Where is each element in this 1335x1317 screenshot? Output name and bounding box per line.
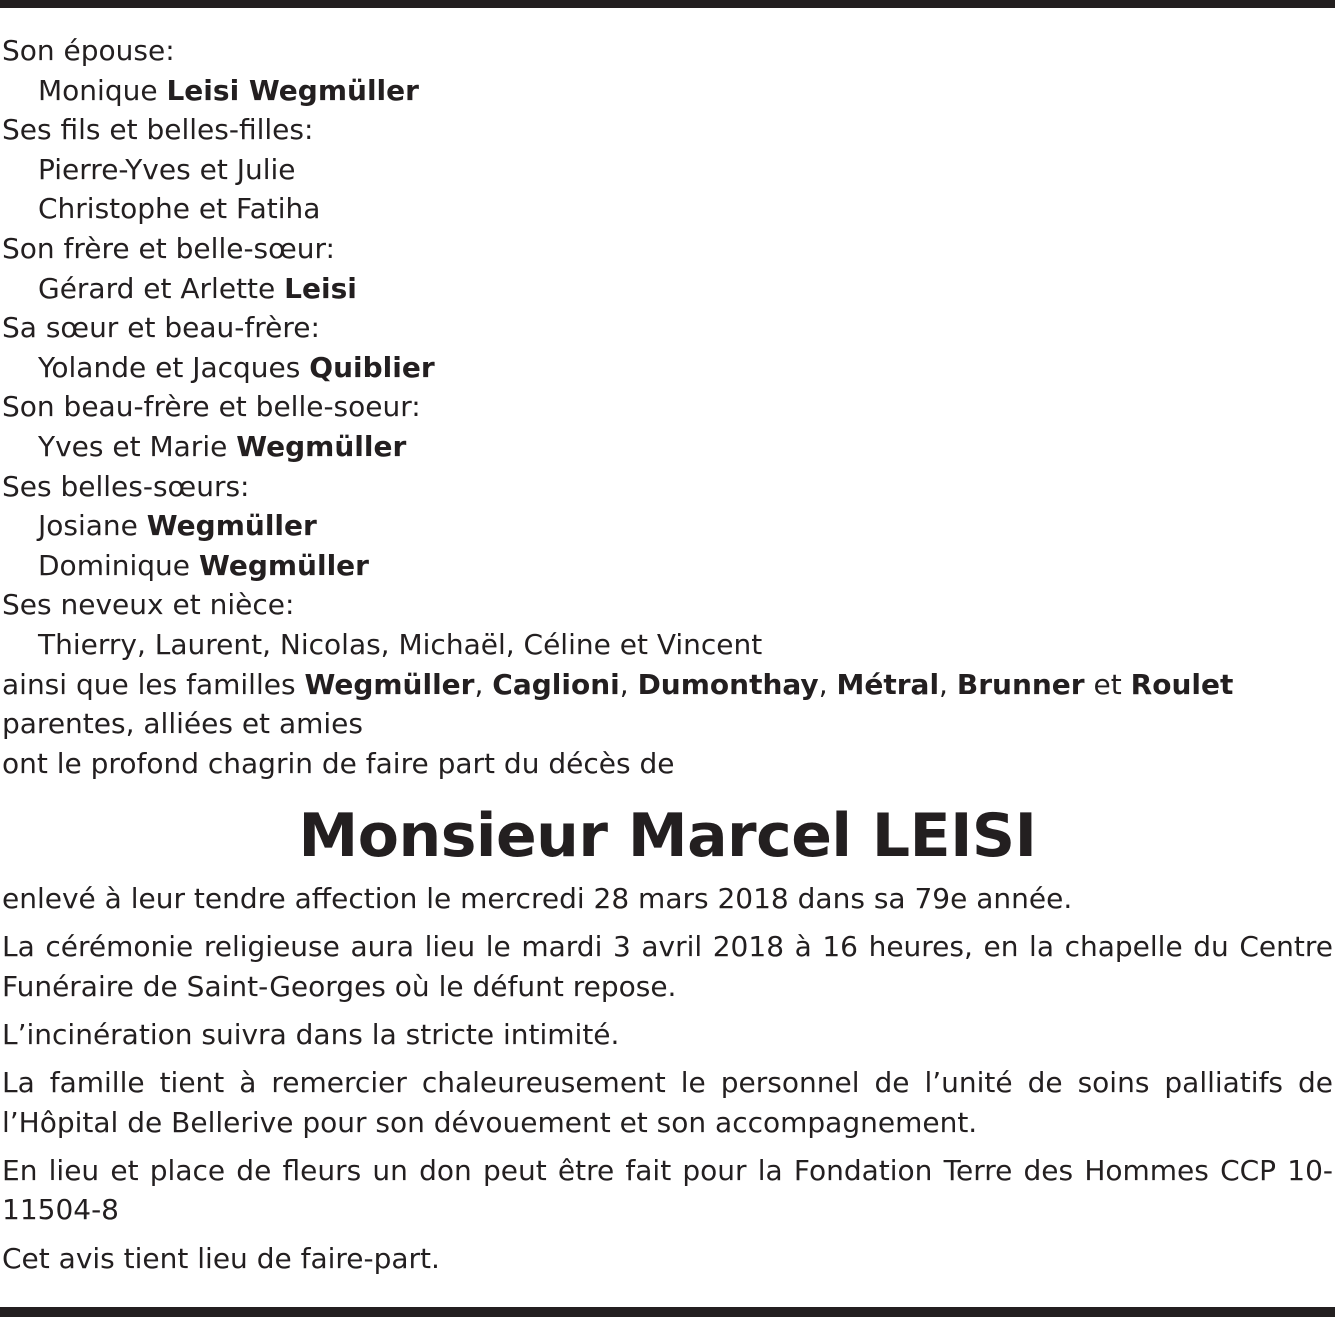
families-note (2, 665, 1333, 744)
family-name: Dumonthay (637, 667, 819, 701)
family-name: Brunner (956, 667, 1085, 701)
families-separator: , (939, 667, 948, 701)
relative-last-name: Leisi Wegmüller (166, 73, 419, 107)
donation-paragraph: En lieu et place de fleurs un don peut être fait pour la Fondation Terre des Hommes CCP 10-11504-8 (2, 1153, 1333, 1227)
family-name: Caglioni (492, 667, 620, 701)
family-name: Wegmüller (304, 667, 475, 701)
relative-last-name: Wegmüller (146, 509, 317, 543)
relative-entry (2, 506, 1333, 546)
bottom-rule (0, 1307, 1335, 1317)
relative-last-name: Wegmüller (198, 548, 369, 582)
obituary-notice (2, 31, 1333, 1287)
relative-first-names: Thierry, Laurent, Nicolas, Michaël, Céline et Vincent (38, 627, 763, 661)
relative-first-names: Christophe et Fatiha (38, 192, 321, 226)
families-separator: , (619, 667, 629, 701)
relative-first-names: Pierre-Yves et Julie (38, 152, 296, 186)
family-name: Métral (836, 667, 940, 701)
families-suffix: parentes, alliées et amies (2, 707, 363, 741)
relation-label: Son beau-frère et belle-soeur: (2, 390, 421, 424)
relative-entry (2, 546, 1333, 586)
announcement-text: ont le profond chagrin de faire part du décès de (2, 746, 675, 780)
ceremony-paragraph: La cérémonie religieuse aura lieu le mardi 3 avril 2018 à 16 heures, en la chapelle du Centre Funéraire de Saint-Georges où le défunt repose. (2, 930, 1333, 1003)
relative-first-names: Josiane (38, 509, 138, 543)
relative-entry (2, 269, 1333, 309)
notice-paragraph: Cet avis tient lieu de faire-part. (2, 1241, 440, 1275)
families-separator: , (818, 667, 828, 701)
relatives-list (2, 31, 1333, 665)
relation-label: Sa sœur et beau-frère: (2, 311, 320, 345)
families-first-line (2, 668, 1233, 701)
relative-entry (2, 189, 1333, 229)
relative-entry (2, 71, 1333, 111)
relation-label: Ses belles-sœurs: (2, 469, 250, 503)
relative-entry (2, 348, 1333, 388)
relative-first-names: Dominique (38, 548, 191, 582)
relative-entry (2, 150, 1333, 190)
death-date-paragraph: enlevé à leur tendre affection le mercredi 28 mars 2018 dans sa 79e année. (2, 882, 1073, 916)
relation-label: Son épouse: (2, 34, 175, 67)
relative-first-names: Yves et Marie (38, 429, 228, 463)
relation-label: Ses neveux et nièce: (2, 588, 295, 622)
families-separator: , (474, 667, 484, 701)
thanks-paragraph: La famille tient à remercier chaleureusement le personnel de l’unité de soins palliatifs de l’Hôpital de Bellerive pour son dévouement et son accompagnement. (2, 1066, 1333, 1139)
relative-last-name: Wegmüller (236, 429, 407, 463)
relative-entry (2, 625, 1333, 665)
relative-first-names: Monique (38, 73, 158, 107)
relative-last-name: Quiblier (309, 350, 435, 384)
relative-first-names: Yolande et Jacques (38, 350, 301, 384)
relation-label: Son frère et belle-sœur: (2, 231, 335, 265)
relative-last-name: Leisi (284, 271, 357, 305)
relative-first-names: Gérard et Arlette (38, 271, 276, 305)
cremation-paragraph: L’incinération suivra dans la stricte intimité. (2, 1018, 620, 1052)
top-rule (0, 0, 1335, 8)
families-conjunction: et (1093, 667, 1122, 701)
relation-label: Ses fils et belles-filles: (2, 113, 314, 147)
deceased-name: Monsieur Marcel LEISI (298, 801, 1037, 872)
relative-entry (2, 427, 1333, 467)
family-name: Roulet (1130, 667, 1234, 701)
families-prefix: ainsi que les familles (2, 667, 296, 701)
